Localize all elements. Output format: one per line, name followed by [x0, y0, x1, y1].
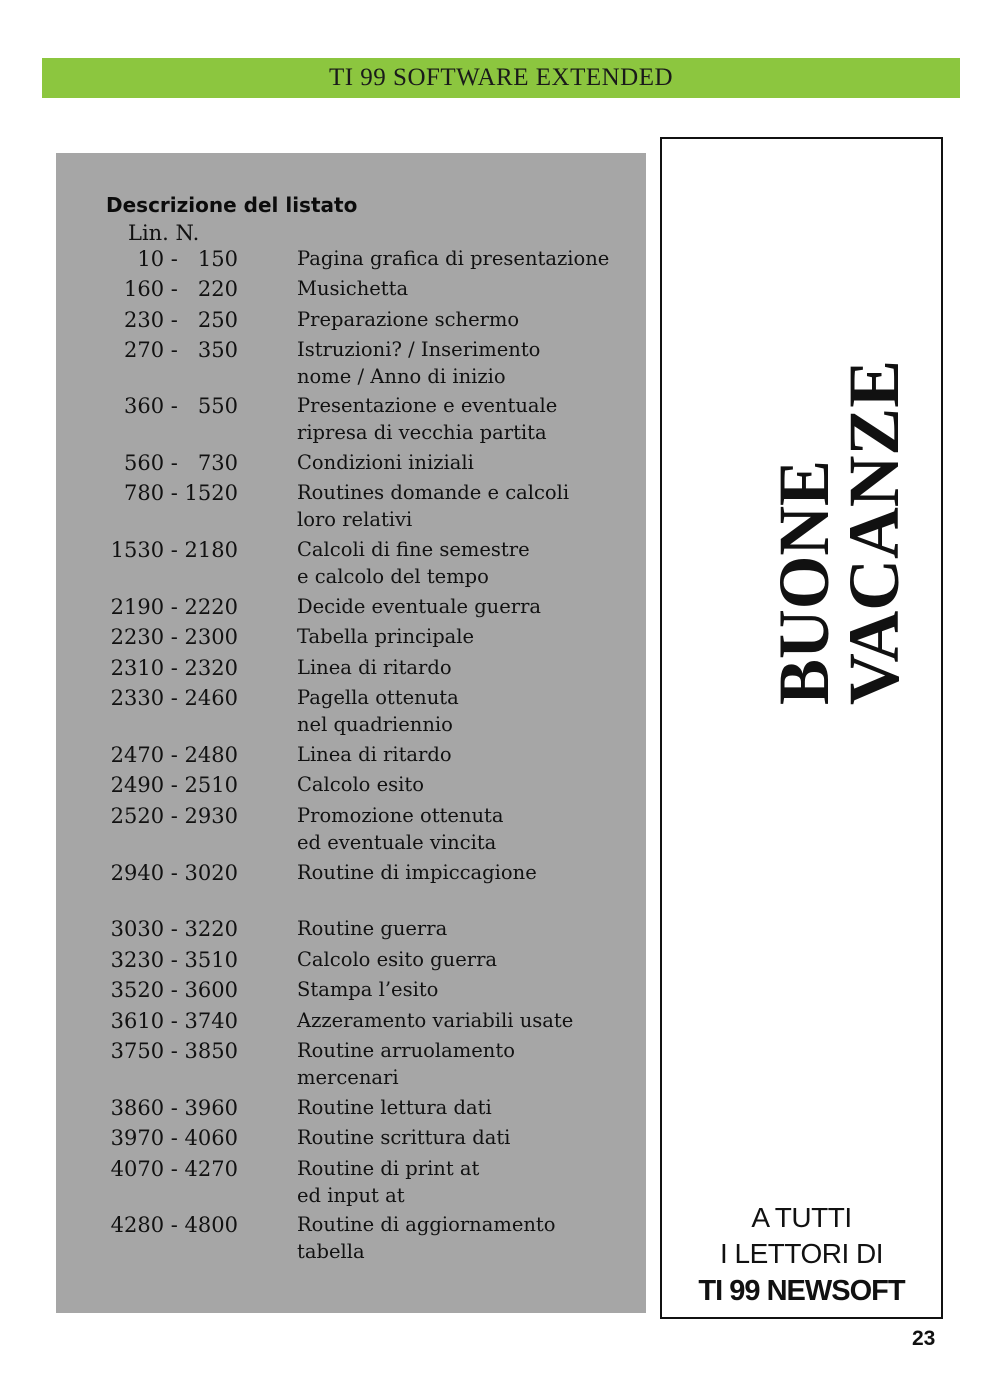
description-line: Stampa l’esito [297, 978, 439, 1001]
line-range: 2310 - 2320 [110, 656, 238, 680]
line-range: 2520 - 2930 [110, 804, 238, 828]
description-line: nome / Anno di inizio [297, 364, 506, 388]
description-line: Musichetta [297, 277, 409, 300]
description-line: Routine di aggiornamento [297, 1213, 556, 1236]
description-line: mercenari [297, 1065, 399, 1089]
description-line: Routine di impiccagione [297, 861, 537, 884]
line-description [297, 1038, 637, 1091]
line-range: 360 - 550 [124, 394, 238, 418]
line-range: 230 - 250 [124, 308, 238, 332]
description-line: Linea di ritardo [297, 743, 452, 766]
description-line: tabella [297, 1239, 365, 1263]
description-line: Routine di print at [297, 1157, 480, 1180]
listing-heading: Descrizione del listato [106, 193, 358, 217]
description-line: Pagina grafica di presentazione [297, 247, 610, 270]
line-description [297, 450, 637, 477]
line-description [297, 337, 637, 390]
line-description [297, 393, 637, 446]
line-description [297, 742, 637, 769]
description-line: Azzeramento variabili usate [297, 1009, 574, 1032]
line-description [297, 246, 637, 273]
description-line: nel quadriennio [297, 712, 453, 736]
description-line: Calcolo esito [297, 773, 424, 796]
line-range: 3610 - 3740 [110, 1009, 238, 1033]
line-description [297, 916, 637, 943]
line-range: 270 - 350 [124, 338, 238, 362]
advert-vertical-line1: BUONE [764, 448, 844, 705]
line-description [297, 624, 637, 651]
line-range: 4280 - 4800 [110, 1213, 238, 1237]
line-description [297, 537, 637, 590]
line-description [297, 655, 637, 682]
line-range: 4070 - 4270 [110, 1157, 238, 1181]
line-range: 2190 - 2220 [110, 595, 238, 619]
line-range: 2490 - 2510 [110, 773, 238, 797]
description-line: Routine scrittura dati [297, 1126, 511, 1149]
page-number: 23 [912, 1327, 936, 1350]
advert-footer-line3: TI 99 NEWSOFT [698, 1275, 905, 1307]
line-range: 1530 - 2180 [110, 538, 238, 562]
line-description [297, 307, 637, 334]
line-description [297, 1212, 637, 1265]
description-line: Istruzioni? / Inserimento [297, 338, 541, 361]
description-line: ed eventuale vincita [297, 830, 497, 854]
line-range: 3860 - 3960 [110, 1096, 238, 1120]
advert-footer-line2: I LETTORI DI [719, 1238, 884, 1269]
line-description [297, 1125, 637, 1152]
advert-footer [662, 1200, 941, 1310]
description-line: Pagella ottenuta [297, 686, 459, 709]
line-range: 560 - 730 [124, 451, 238, 475]
line-range: 3750 - 3850 [110, 1039, 238, 1063]
line-range: 3230 - 3510 [110, 948, 238, 972]
description-line: Linea di ritardo [297, 656, 452, 679]
line-range: 3970 - 4060 [110, 1126, 238, 1150]
description-line: Routine arruolamento [297, 1039, 515, 1062]
description-line: Calcoli di fine semestre [297, 538, 530, 561]
description-line: Decide eventuale guerra [297, 595, 542, 618]
line-description [297, 860, 637, 887]
line-description [297, 977, 637, 1004]
line-description [297, 1095, 637, 1122]
description-line: ripresa di vecchia partita [297, 420, 547, 444]
line-description [297, 480, 637, 533]
description-line: ed input at [297, 1183, 405, 1207]
line-range: 780 - 1520 [124, 481, 238, 505]
line-range: 2940 - 3020 [110, 861, 238, 885]
line-range: 3030 - 3220 [110, 917, 238, 941]
header-title: TI 99 SOFTWARE EXTENDED [328, 64, 674, 91]
description-line: e calcolo del tempo [297, 564, 489, 588]
description-line: Calcolo esito guerra [297, 948, 498, 971]
line-description [297, 1008, 637, 1035]
line-description [297, 947, 637, 974]
advert-vertical-line2: VACANZE [834, 358, 914, 705]
line-description [297, 772, 637, 799]
description-line: Presentazione e eventuale [297, 394, 558, 417]
line-description [297, 1156, 637, 1209]
line-range: 160 - 220 [124, 277, 238, 301]
line-range: 2330 - 2460 [110, 686, 238, 710]
line-description [297, 594, 637, 621]
description-line: Routine lettura dati [297, 1096, 492, 1119]
listing-panel [56, 153, 646, 1313]
advert-footer-line1: A TUTTI [751, 1202, 852, 1233]
line-range: 2230 - 2300 [110, 625, 238, 649]
description-line: Condizioni iniziali [297, 451, 474, 474]
line-description [297, 685, 637, 738]
description-line: Routine guerra [297, 917, 448, 940]
description-line: loro relativi [297, 507, 413, 531]
line-description [297, 276, 637, 303]
description-line: Tabella principale [297, 625, 475, 648]
line-number-column-header: Lin. N. [128, 221, 200, 245]
advert-vertical-title [760, 358, 914, 720]
description-line: Preparazione schermo [297, 308, 520, 331]
description-line: Promozione ottenuta [297, 804, 504, 827]
page-header-bar [42, 58, 960, 98]
line-range: 3520 - 3600 [110, 978, 238, 1002]
description-line: Routines domande e calcoli [297, 481, 570, 504]
line-range: 2470 - 2480 [110, 743, 238, 767]
line-description [297, 803, 637, 856]
advert-box [660, 137, 943, 1319]
line-range: 10 - 150 [137, 247, 238, 271]
